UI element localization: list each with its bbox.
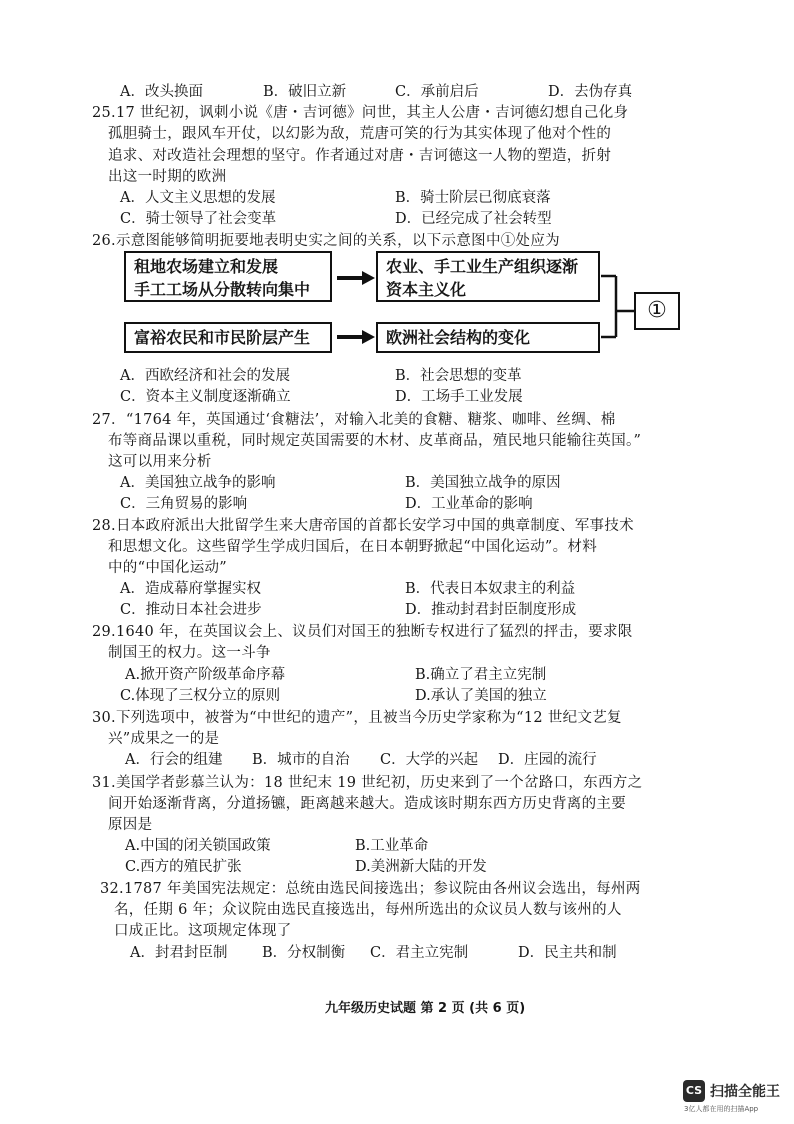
question-31-line-3: 原因是 xyxy=(108,817,153,833)
watermark-brand: 扫描全能王 xyxy=(710,1084,780,1100)
diagram-box-1-line-1: 租地农场建立和发展 xyxy=(134,257,279,276)
q25-option-d: D．已经完成了社会转型 xyxy=(395,211,552,227)
question-30-line-2: 兴”成果之一的是 xyxy=(108,731,220,747)
q30-option-b: B．城市的自治 xyxy=(252,752,350,768)
q30-option-c: C．大学的兴起 xyxy=(380,752,479,768)
q32-option-d: D．民主共和制 xyxy=(518,945,617,961)
q25-option-c: C．骑士领导了社会变革 xyxy=(120,211,277,227)
arrow-right-icon xyxy=(337,330,375,344)
q24-option-c: C．承前启后 xyxy=(395,84,479,100)
q32-option-c: C．君主立宪制 xyxy=(370,945,469,961)
question-27-line-3: 这可以用来分析 xyxy=(108,454,212,470)
q31-option-b: B.工业革命 xyxy=(355,838,429,854)
q27-option-b: B．美国独立战争的原因 xyxy=(405,475,561,491)
q29-option-c: C.体现了三权分立的原则 xyxy=(120,688,281,704)
q29-option-d: D.承认了美国的独立 xyxy=(415,688,547,704)
question-32-line-1: 32.1787 年美国宪法规定：总统由选民间接选出；参议院由各州议会选出，每州两 xyxy=(100,881,641,897)
q28-option-b: B．代表日本奴隶主的利益 xyxy=(405,581,576,597)
watermark-tagline: 3亿人都在用的扫描App xyxy=(684,1105,759,1113)
question-26-stem: 26.示意图能够简明扼要地表明史实之间的关系，以下示意图中①处应为 xyxy=(92,233,560,249)
q27-option-d: D．工业革命的影响 xyxy=(405,496,533,512)
q28-option-c: C．推动日本社会进步 xyxy=(120,602,262,618)
camscanner-logo-icon: CS xyxy=(683,1080,705,1102)
q29-option-b: B.确立了君主立宪制 xyxy=(415,667,547,683)
diagram-box-4-text: 欧洲社会结构的变化 xyxy=(386,328,531,347)
question-28-line-1: 28.日本政府派出大批留学生来大唐帝国的首都长安学习中国的典章制度、军事技术 xyxy=(92,518,634,534)
q32-option-b: B．分权制衡 xyxy=(262,945,346,961)
q26-option-b: B．社会思想的变革 xyxy=(395,368,522,384)
question-31-line-1: 31.美国学者彭慕兰认为：18 世纪末 19 世纪初，历史来到了一个岔路口，东西方之 xyxy=(92,775,643,791)
q25-option-a: A．人文主义思想的发展 xyxy=(120,190,276,206)
question-25-line-1: 25.17 世纪初，讽刺小说《唐・吉诃德》问世，其主人公唐・吉诃德幻想自己化身 xyxy=(92,105,629,121)
q29-option-a: A.掀开资产阶级革命序幕 xyxy=(125,667,286,683)
question-29-line-2: 制国王的权力。这一斗争 xyxy=(108,645,271,661)
question-31-line-2: 间开始逐渐背离，分道扬镳，距离越来越大。造成该时期东西方历史背离的主要 xyxy=(108,796,626,812)
question-27-line-1: 27．“1764 年，英国通过‘食糖法’，对输入北美的食糖、糖浆、咖啡、丝绸、棉 xyxy=(92,412,616,428)
diagram-box-2-line-2: 资本主义化 xyxy=(386,280,467,299)
q24-option-a: A．改头换面 xyxy=(120,84,203,100)
q28-option-d: D．推动封君封臣制度形成 xyxy=(405,602,577,618)
q28-option-a: A．造成幕府掌握实权 xyxy=(120,581,261,597)
q24-option-d: D．去伪存真 xyxy=(548,84,633,100)
diagram-answer-placeholder: ① xyxy=(634,292,680,330)
q27-option-c: C．三角贸易的影响 xyxy=(120,496,248,512)
question-25-line-4: 出这一时期的欧洲 xyxy=(108,169,227,185)
page-footer: 九年级历史试题 第 2 页 (共 6 页) xyxy=(325,1001,526,1016)
bracket-connector xyxy=(601,276,634,337)
question-29-line-1: 29.1640 年，在英国议会上、议员们对国王的独断专权进行了猛烈的抨击，要求限 xyxy=(92,624,633,640)
q26-option-a: A．西欧经济和社会的发展 xyxy=(120,368,290,384)
q31-option-c: C.西方的殖民扩张 xyxy=(125,859,242,875)
question-30-line-1: 30.下列选项中，被誉为“中世纪的遗产”，且被当今历史学家称为“12 世纪文艺复 xyxy=(92,710,622,726)
q25-option-b: B．骑士阶层已彻底衰落 xyxy=(395,190,551,206)
q30-option-d: D．庄园的流行 xyxy=(498,752,597,768)
question-27-line-2: 布等商品课以重税，同时规定英国需要的木材、皮革商品，殖民地只能输往英国。” xyxy=(108,433,642,449)
q30-option-a: A．行会的组建 xyxy=(125,752,223,768)
diagram-connectors xyxy=(0,0,794,400)
q32-option-a: A．封君封臣制 xyxy=(130,945,228,961)
q31-option-a: A.中国的闭关锁国政策 xyxy=(125,838,271,854)
q27-option-a: A．美国独立战争的影响 xyxy=(120,475,276,491)
question-28-line-2: 和思想文化。这些留学生学成归国后，在日本朝野掀起“中国化运动”。材料 xyxy=(108,539,598,555)
question-32-line-3: 口成正比。这项规定体现了 xyxy=(114,923,292,939)
question-25-line-2: 孤胆骑士，跟风车开仗，以幻影为敌，荒唐可笑的行为其实体现了他对个性的 xyxy=(108,126,612,142)
diagram-box-2-line-1: 农业、手工业生产组织逐渐 xyxy=(386,257,579,276)
q26-option-d: D．工场手工业发展 xyxy=(395,389,523,405)
diagram-box-3-text: 富裕农民和市民阶层产生 xyxy=(134,328,311,347)
question-28-line-3: 中的“中国化运动” xyxy=(108,560,228,576)
q26-option-c: C．资本主义制度逐渐确立 xyxy=(120,389,291,405)
question-32-line-2: 名，任期 6 年；众议院由选民直接选出，每州所选出的众议员人数与该州的人 xyxy=(114,902,622,918)
q24-option-b: B．破旧立新 xyxy=(263,84,347,100)
question-25-line-3: 追求、对改造社会理想的坚守。作者通过对唐・吉诃德这一人物的塑造，折射 xyxy=(108,148,612,164)
diagram-box-1-line-2: 手工工场从分散转向集中 xyxy=(134,280,311,299)
arrow-right-icon xyxy=(337,271,375,285)
q31-option-d: D.美洲新大陆的开发 xyxy=(355,859,487,875)
